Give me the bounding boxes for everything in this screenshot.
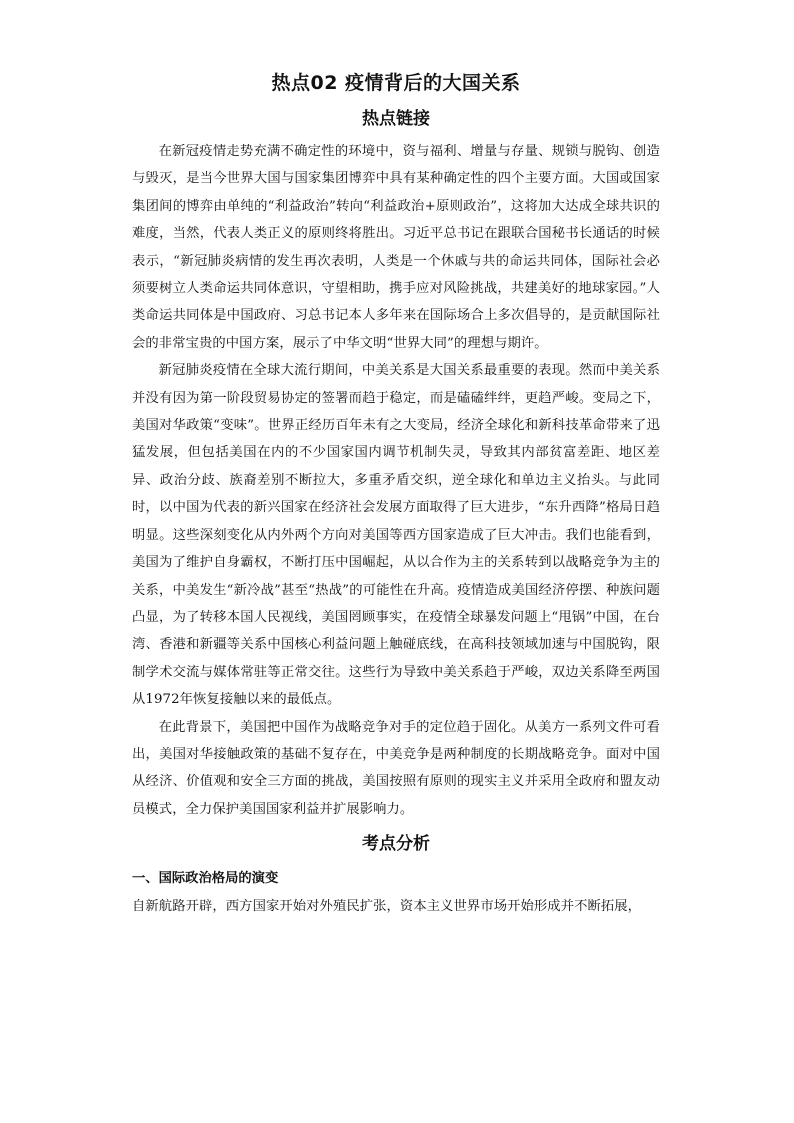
document-title: 热点02 疫情背后的大国关系 xyxy=(271,72,521,94)
section-exam-analysis xyxy=(132,829,660,920)
document-page xyxy=(132,60,660,921)
subheading-international-politics: 一、国际政治格局的演变 xyxy=(132,871,279,887)
section-hot-links xyxy=(132,104,660,823)
section-heading-exam-analysis: 考点分析 xyxy=(362,834,430,855)
paragraph: 在新冠疫情走势充满不确定性的环境中，资与福利、增量与存量、规锁与脱钩、创造与毁灭，是当今世界大国与国家集团博弈中具有某种确定性的四个主要方面。大国或国家集团间的博弈由单纯的“利益政治”转向“利益政治+原则政治”，这将加大达成全球共识的难度，当然，代表人类正义的原则终将胜出。习近平总书记在跟联合国秘书长通话的时候表示，“新冠肺炎病情的发生再次表明，人类是一个休戚与共的命运共同体，国际社会必须要树立人类命运共同体意识，守望相助，携手应对风险挑战，共建美好的地球家园。”人类命运共同体是中国政府、习总书记本人多年来在国际场合上多次倡导的，是贡献国际社会的非常宝贵的中国方案，展示了中华文明“世界大同”的理想与期许。 xyxy=(132,144,660,351)
section-heading-hot-links: 热点链接 xyxy=(362,109,430,129)
paragraph: 自新航路开辟，西方国家开始对外殖民扩张，资本主义世界市场开始形成并不断拓展， xyxy=(132,899,642,915)
paragraph: 在此背景下，美国把中国作为战略竞争对手的定位趋于固化。从美方一系列文件可看出，美国对华接触政策的基础不复存在，中美竞争是两种制度的长期战略竞争。面对中国从经济、价值观和安全三方面的挑战，美国按照有原则的现实主义并采用全政府和盟友动员模式，全力保护美国国家利益并扩展影响力。 xyxy=(132,719,660,817)
paragraph: 新冠肺炎疫情在全球大流行期间，中美关系是大国关系最重要的表现。然而中美关系并没有因为第一阶段贸易协定的签署而趋于稳定，而是磕磕绊绊，更趋严峻。变局之下，美国对华政策“变味”。世界正经历百年未有之大变局，经济全球化和新科技革命带来了迅猛发展，但包括美国在内的不少国家国内调节机制失灵，导致其内部贫富差距、地区差异、政治分歧、族裔差别不断拉大，多重矛盾交织，逆全球化和单边主义抬头。与此同时，以中国为代表的新兴国家在经济社会发展方面取得了巨大进步，“东升西降”格局日趋明显。这些深刻变化从内外两个方向对美国等西方国家造成了巨大冲击。我们也能看到，美国为了维护自身霸权，不断打压中国崛起，从以合作为主的关系转到以战略竞争为主的关系，中美发生“新冷战”甚至“热战”的可能性在升高。疫情造成美国经济停摆、种族问题凸显，为了转移本国人民视线，美国罔顾事实，在疫情全球暴发问题上“甩锅”中国，在台湾、香港和新疆等关系中国核心利益问题上触碰底线，在高科技领域加速与中国脱钩，限制学术交流与媒体常驻等正常交往。这些行为导致中美关系趋于严峻，双边关系降至两国从1972年恢复接触以来的最低点。 xyxy=(132,363,660,708)
